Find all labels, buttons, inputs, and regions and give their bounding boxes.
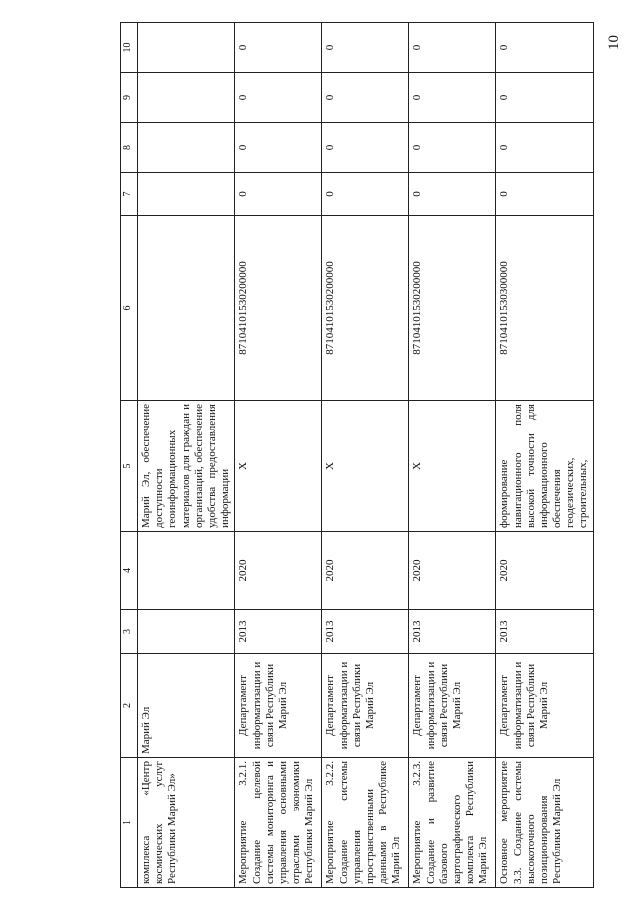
program-activities-table — [120, 22, 594, 888]
cell-executor: Департамент информатизации и связи Республики Марий Эл — [496, 654, 593, 758]
cell-value-9 — [138, 73, 235, 123]
table-row — [496, 23, 593, 888]
cell-value-9: 0 — [235, 73, 322, 123]
cell-value-10: 0 — [235, 23, 322, 73]
cell-activity: Мероприятие 3.2.1. Создание целевой системы мониторинга и управления основными отраслями экономики Республики Марий Эл — [235, 758, 322, 888]
cell-value-10 — [138, 23, 235, 73]
cell-value-10: 0 — [322, 23, 409, 73]
cell-activity: комплекса «Центр космических услуг Республики Марий Эл» — [138, 758, 235, 888]
cell-value-8 — [138, 123, 235, 173]
cell-executor: Департамент информатизации и связи Республики Марий Эл — [409, 654, 496, 758]
cell-end-year: 2020 — [322, 532, 409, 610]
cell-value-8: 0 — [235, 123, 322, 173]
col-header-1: 1 — [121, 758, 138, 888]
table-row — [138, 23, 235, 888]
cell-value-7: 0 — [322, 173, 409, 216]
cell-start-year: 2013 — [235, 610, 322, 654]
column-number-row — [121, 23, 138, 888]
col-header-8: 8 — [121, 123, 138, 173]
cell-value-9: 0 — [409, 73, 496, 123]
cell-code: 87104101530200000 — [322, 216, 409, 401]
cell-result: X — [409, 401, 496, 532]
cell-executor: Департамент информатизации и связи Республики Марий Эл — [322, 654, 409, 758]
col-header-5: 5 — [121, 401, 138, 532]
cell-end-year: 2020 — [496, 532, 593, 610]
cell-start-year — [138, 610, 235, 654]
cell-start-year: 2013 — [409, 610, 496, 654]
cell-value-8: 0 — [496, 123, 593, 173]
cell-executor: Департамент информатизации и связи Республики Марий Эл — [235, 654, 322, 758]
cell-value-7: 0 — [235, 173, 322, 216]
cell-code: 87104101530300000 — [496, 216, 593, 401]
cell-result: X — [322, 401, 409, 532]
cell-code: 87104101530200000 — [409, 216, 496, 401]
col-header-7: 7 — [121, 173, 138, 216]
col-header-6: 6 — [121, 216, 138, 401]
table-row — [235, 23, 322, 888]
cell-start-year: 2013 — [496, 610, 593, 654]
cell-value-7: 0 — [409, 173, 496, 216]
page-number: 10 — [606, 35, 622, 50]
cell-value-9: 0 — [496, 73, 593, 123]
program-table-rotated — [120, 23, 630, 888]
cell-activity: Мероприятие 3.2.2. Создание системы управления пространственными данными в Республике Марий Эл — [322, 758, 409, 888]
cell-end-year — [138, 532, 235, 610]
cell-value-10: 0 — [409, 23, 496, 73]
table-row — [322, 23, 409, 888]
cell-code: 87104101530200000 — [235, 216, 322, 401]
cell-value-8: 0 — [322, 123, 409, 173]
col-header-10: 10 — [121, 23, 138, 73]
cell-value-9: 0 — [322, 73, 409, 123]
col-header-2: 2 — [121, 654, 138, 758]
cell-value-7 — [138, 173, 235, 216]
col-header-4: 4 — [121, 532, 138, 610]
cell-end-year: 2020 — [409, 532, 496, 610]
cell-code — [138, 216, 235, 401]
cell-result: X — [235, 401, 322, 532]
col-header-3: 3 — [121, 610, 138, 654]
cell-value-8: 0 — [409, 123, 496, 173]
cell-end-year: 2020 — [235, 532, 322, 610]
cell-value-7: 0 — [496, 173, 593, 216]
table-row — [409, 23, 496, 888]
cell-activity: Основное мероприятие 3.3. Создание системы высокоточного позиционирования Республики Марий Эл — [496, 758, 593, 888]
cell-activity: Мероприятие 3.2.3. Создание и развитие базового картографического комплекта Республики Марий Эл — [409, 758, 496, 888]
cell-executor: Марий Эл — [138, 654, 235, 758]
cell-start-year: 2013 — [322, 610, 409, 654]
cell-value-10: 0 — [496, 23, 593, 73]
cell-result: Марий Эл, обеспечение доступности геоинформационных материалов для граждан и организаций, обеспечение удобства предоставления информации — [138, 401, 235, 532]
col-header-9: 9 — [121, 73, 138, 123]
cell-result: формирование навигационного поля высокой точности для информационного обеспечения геодезических, строительных, — [496, 401, 593, 532]
